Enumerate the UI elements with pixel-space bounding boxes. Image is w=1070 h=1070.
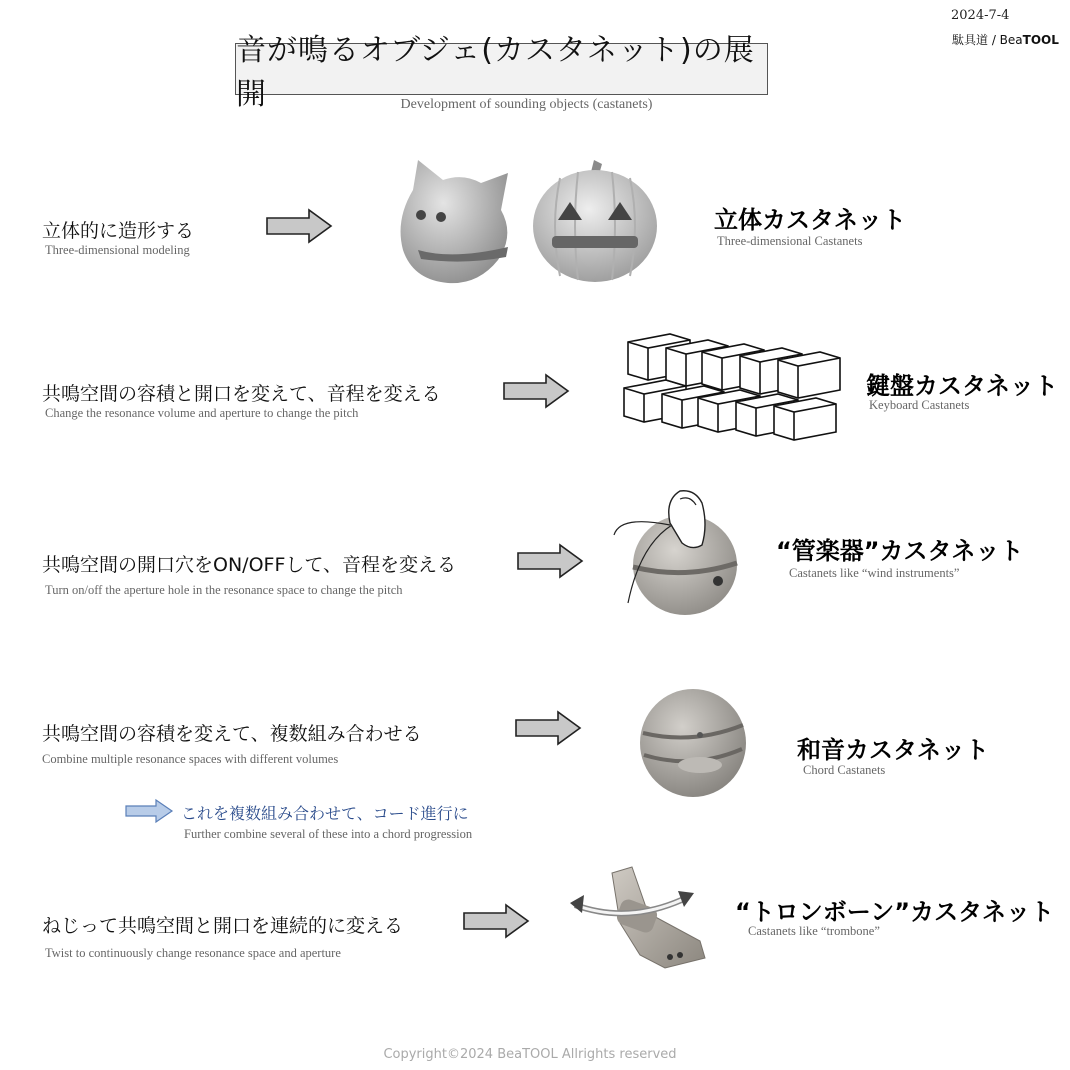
row1-label-en: Three-dimensional Castanets — [717, 234, 863, 248]
row4-label-jp: 和音カスタネット — [797, 736, 989, 764]
page-title: 音が鳴るオブジェ(カスタネット)の展開 — [236, 33, 755, 112]
row4-arrow-icon — [514, 710, 584, 746]
keyboard-castanets-icon — [620, 330, 845, 440]
row2-arrow-icon — [502, 373, 572, 409]
row5-label-en: Castanets like “trombone” — [748, 924, 880, 938]
row3-label-jp: “管楽器”カスタネット — [776, 537, 1024, 565]
row1-desc-en: Three-dimensional modeling — [45, 243, 190, 257]
brand-prefix: 駄具道 / Bea — [952, 33, 1023, 47]
page-subtitle: Development of sounding objects (castanets) — [400, 97, 653, 112]
row2-desc-jp: 共鳴空間の容積と開口を変えて、音程を変える — [42, 383, 441, 405]
pumpkin-castanet-icon — [530, 158, 660, 288]
row4-label-en: Chord Castanets — [803, 763, 886, 777]
brand — [952, 31, 1059, 48]
row5-label-jp: “トロンボーン”カスタネット — [735, 898, 1055, 926]
note-jp: これを複数組み合わせて、コード進行に — [181, 804, 469, 823]
row1-label-jp: 立体カスタネット — [714, 206, 906, 234]
chord-castanet-icon — [638, 685, 748, 800]
row1-arrow-icon — [265, 208, 335, 244]
note-arrow-icon — [124, 799, 174, 823]
cat-castanet-icon — [393, 155, 523, 290]
row4-desc-jp: 共鳴空間の容積を変えて、複数組み合わせる — [42, 723, 422, 745]
brand-bold: TOOL — [1022, 33, 1059, 47]
row2-desc-en: Change the resonance volume and aperture to change the pitch — [45, 406, 359, 420]
row2-label-jp: 鍵盤カスタネット — [866, 372, 1058, 400]
row3-arrow-icon — [516, 543, 586, 579]
row5-arrow-icon — [462, 903, 532, 939]
row2-label-en: Keyboard Castanets — [869, 398, 970, 412]
row4-desc-en: Combine multiple resonance spaces with different volumes — [42, 752, 339, 766]
note-en: Further combine several of these into a chord progression — [184, 827, 473, 841]
trombone-castanet-icon — [570, 863, 710, 973]
date: 2024-7-4 — [951, 8, 1010, 23]
row5-desc-en: Twist to continuously change resonance space and aperture — [45, 946, 341, 960]
wind-castanet-icon — [610, 485, 750, 620]
row1-desc-jp: 立体的に造形する — [42, 220, 195, 242]
copyright: Copyright©2024 BeaTOOL Allrights reserved — [383, 1047, 677, 1062]
row3-label-en: Castanets like “wind instruments” — [789, 566, 960, 580]
row5-desc-jp: ねじって共鳴空間と開口を連続的に変える — [42, 915, 404, 937]
row3-desc-en: Turn on/off the aperture hole in the resonance space to change the pitch — [45, 583, 403, 597]
row3-desc-jp: 共鳴空間の開口穴をON/OFFして、音程を変える — [42, 554, 457, 576]
